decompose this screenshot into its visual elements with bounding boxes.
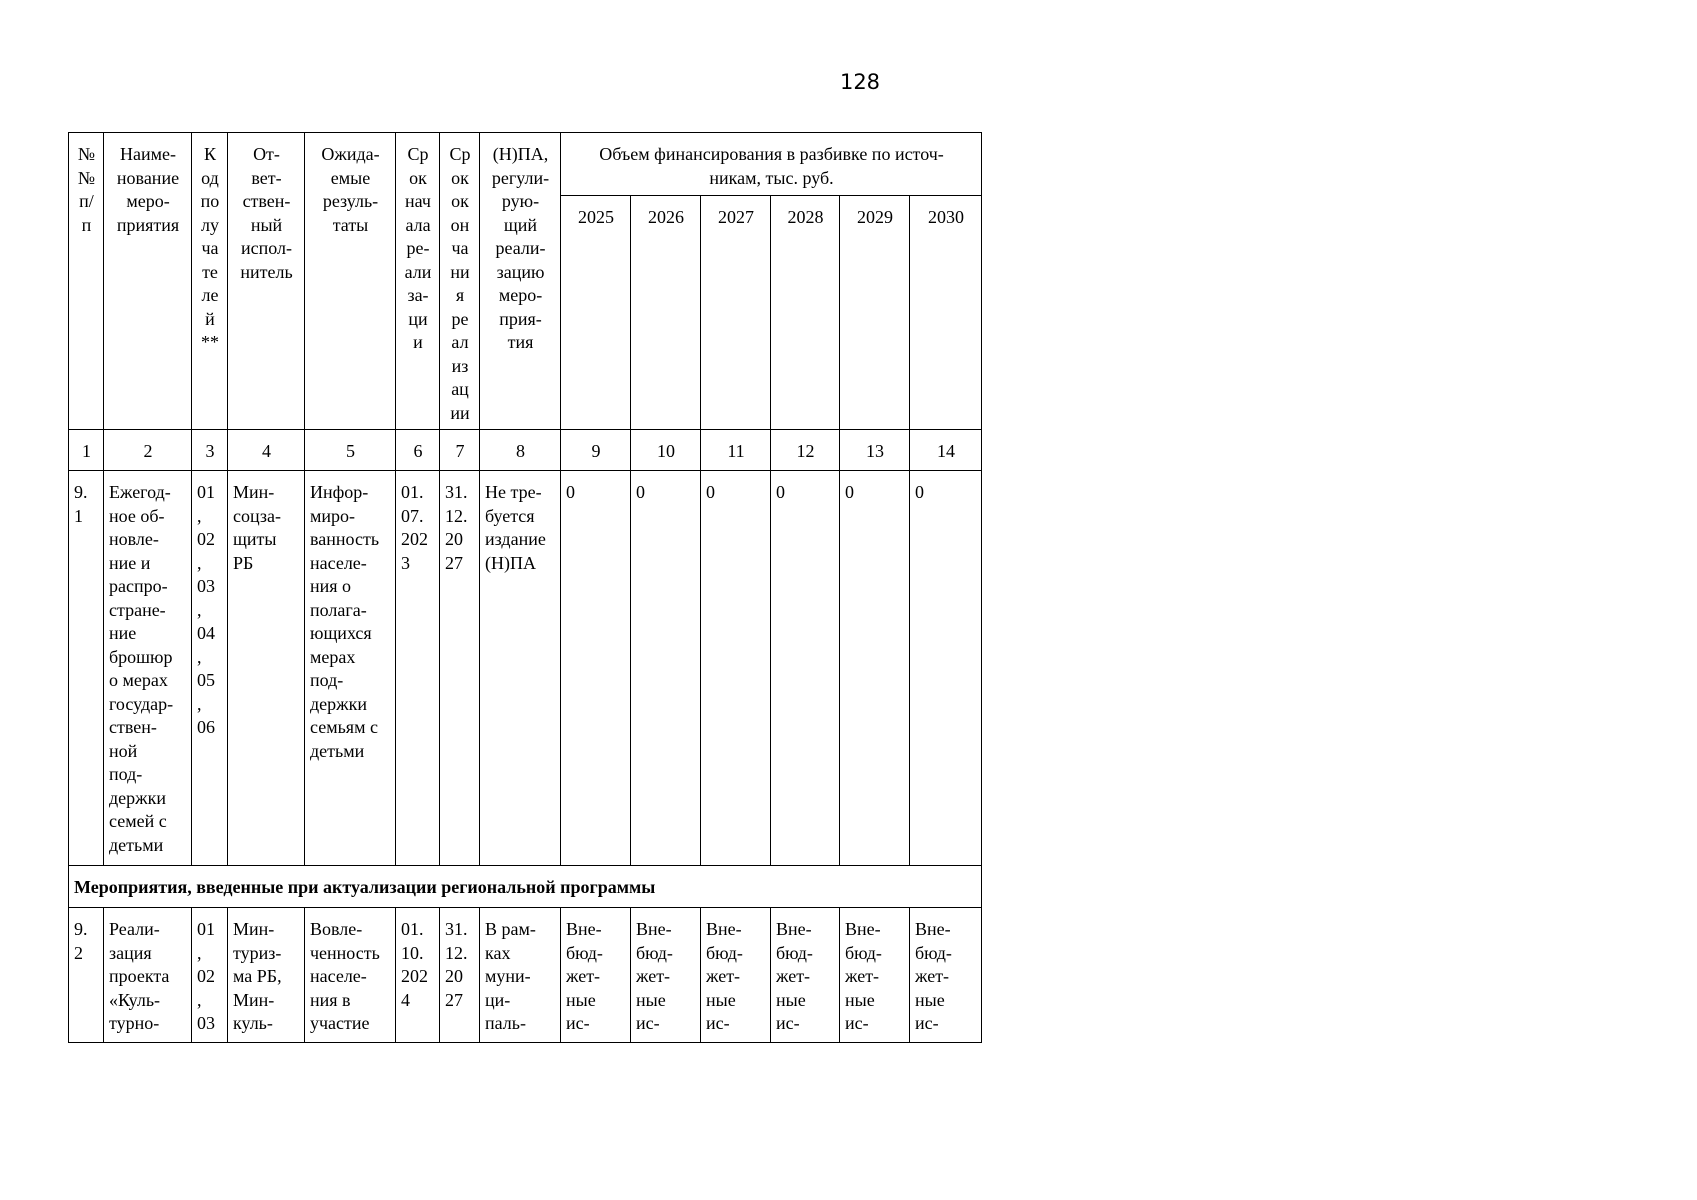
executor: Мин- соцза- щиты РБ	[228, 471, 305, 866]
column-number: 7	[440, 430, 480, 471]
start-date: 01. 10. 202 4	[396, 908, 440, 1043]
header-year: 2029	[840, 196, 910, 430]
header-year: 2028	[771, 196, 840, 430]
header-financing: Объем финансирования в разбивке по источ- никам, тыс. руб.	[561, 133, 982, 196]
header-recipient-codes: К од по лу ча те ле й **	[192, 133, 228, 430]
end-date: 31. 12. 20 27	[440, 471, 480, 866]
header-number: № № п/ п	[69, 133, 104, 430]
end-date: 31. 12. 20 27	[440, 908, 480, 1043]
header-legal-act: (Н)ПА, регули- рую- щий реали- зацию меро- прия- тия	[480, 133, 561, 430]
funding-value: 0	[910, 471, 982, 866]
funding-value: Вне- бюд- жет- ные ис-	[840, 908, 910, 1043]
column-number: 12	[771, 430, 840, 471]
header-start-date: Ср ок нач ала ре- али за- ци и	[396, 133, 440, 430]
header-row	[69, 133, 982, 196]
executor: Мин- туриз- ма РБ, Мин- куль-	[228, 908, 305, 1043]
funding-value: Вне- бюд- жет- ные ис-	[561, 908, 631, 1043]
header-year: 2026	[631, 196, 701, 430]
column-number: 9	[561, 430, 631, 471]
column-number: 1	[69, 430, 104, 471]
start-date: 01. 07. 202 3	[396, 471, 440, 866]
column-number: 4	[228, 430, 305, 471]
column-number: 10	[631, 430, 701, 471]
expected-results: Инфор- миро- ванность населе- ния о полага- ющихся мерах под- держки семьям с детьми	[305, 471, 396, 866]
measures-table	[68, 132, 982, 1043]
header-expected-results: Ожида- емые резуль- таты	[305, 133, 396, 430]
table-row	[69, 908, 982, 1043]
column-numbers-row	[69, 430, 982, 471]
legal-act: Не тре- буется издание (Н)ПА	[480, 471, 561, 866]
row-number: 9. 1	[69, 471, 104, 866]
column-number: 14	[910, 430, 982, 471]
measure-name: Ежегод- ное об- новле- ние и распро- стране- ние брошюр о мерах государ- ствен- ной под- держки семей с детьми	[104, 471, 192, 866]
legal-act: В рам- ках муни- ци- паль-	[480, 908, 561, 1043]
column-number: 11	[701, 430, 771, 471]
header-year: 2030	[910, 196, 982, 430]
funding-value: 0	[840, 471, 910, 866]
funding-value: 0	[561, 471, 631, 866]
header-year: 2027	[701, 196, 771, 430]
column-number: 2	[104, 430, 192, 471]
funding-value: 0	[701, 471, 771, 866]
column-number: 6	[396, 430, 440, 471]
measure-name: Реали- зация проекта «Куль- турно-	[104, 908, 192, 1043]
funding-value: Вне- бюд- жет- ные ис-	[771, 908, 840, 1043]
header-year: 2025	[561, 196, 631, 430]
section-row	[69, 866, 982, 908]
header-end-date: Ср ок ок он ча ни я ре ал из ац ии	[440, 133, 480, 430]
table-row	[69, 471, 982, 866]
column-number: 5	[305, 430, 396, 471]
column-number: 3	[192, 430, 228, 471]
column-number: 8	[480, 430, 561, 471]
funding-value: Вне- бюд- жет- ные ис-	[631, 908, 701, 1043]
funding-value: 0	[771, 471, 840, 866]
section-title: Мероприятия, введенные при актуализации региональной программы	[69, 866, 982, 908]
header-executor: От- вет- ствен- ный испол- нитель	[228, 133, 305, 430]
funding-value: Вне- бюд- жет- ные ис-	[701, 908, 771, 1043]
funding-value: Вне- бюд- жет- ные ис-	[910, 908, 982, 1043]
header-measure-name: Наиме- нование меро- приятия	[104, 133, 192, 430]
page-number: 128	[839, 70, 881, 94]
recipient-codes: 01 , 02 , 03	[192, 908, 228, 1043]
recipient-codes: 01 , 02 , 03 , 04 , 05 , 06	[192, 471, 228, 866]
expected-results: Вовле- ченность населе- ния в участие	[305, 908, 396, 1043]
funding-value: 0	[631, 471, 701, 866]
row-number: 9. 2	[69, 908, 104, 1043]
column-number: 13	[840, 430, 910, 471]
